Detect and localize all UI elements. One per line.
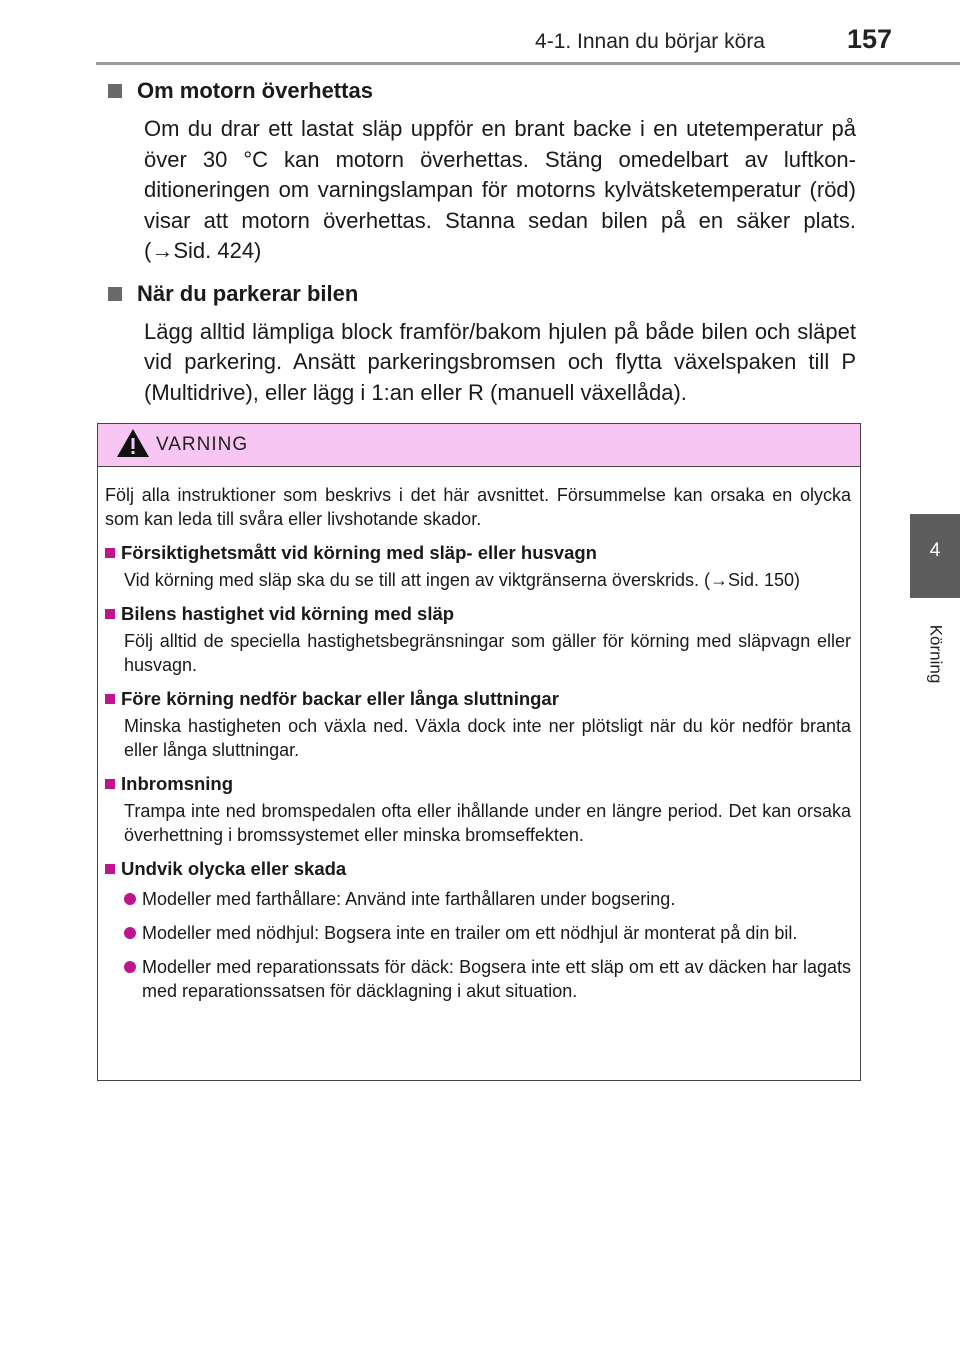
warning-section-heading-text: Bilens hastighet vid körning med släp	[121, 603, 455, 624]
item-body: Om du drar ett lastat släp uppför en brant backe i en utetemperatur på över 30 °C kan motorn överhettas. Stäng omedelbart av luftkonditioneringen om varningslampan för motorns kylvätsketemperatur (röd) visar att motorn överhettas. Stanna sedan bilen på en säker plats. (→Sid. 424)	[144, 116, 856, 263]
page-header	[0, 0, 960, 66]
item-heading	[108, 76, 856, 106]
warning-section-body: Vid körning med släp ska du se till att ingen av viktgränserna överskrids. (→Sid. 150)	[124, 570, 800, 590]
main-content	[108, 76, 856, 420]
warning-bullet-text: Modeller med farthållare: Använd inte farthållaren under bogsering.	[142, 889, 676, 909]
warning-section-heading	[105, 687, 851, 711]
item-parking	[108, 279, 856, 409]
item-engine-overheat	[108, 76, 856, 267]
warning-section-heading	[105, 857, 851, 881]
chapter-label-text: Körning	[926, 624, 946, 684]
warning-title: VARNING	[156, 434, 249, 455]
chapter-label	[910, 604, 960, 704]
warning-section-heading-text: Före körning nedför backar eller långa sluttningar	[121, 688, 559, 709]
warning-bullet	[124, 955, 851, 1003]
square-bullet-icon	[105, 609, 115, 619]
warning-bullet-text: Modeller med reparationssats för däck: Bogsera inte ett släp om ett av däcken har lagats med reparationssatsen för däcklagning i akut situation.	[142, 957, 851, 1001]
warning-section	[105, 602, 851, 677]
square-bullet-icon	[105, 779, 115, 789]
circle-bullet-icon	[124, 927, 136, 939]
warning-section	[105, 772, 851, 847]
warning-section-body: Minska hastigheten och växla ned. Växla dock inte ner plötsligt när du kör nedför branta eller långa sluttningar.	[124, 716, 851, 760]
warning-section-heading-text: Inbromsning	[121, 773, 234, 794]
chapter-number: 4	[929, 540, 941, 561]
circle-bullet-icon	[124, 893, 136, 905]
warning-section-heading-text: Undvik olycka eller skada	[121, 858, 347, 879]
warning-section-heading-text: Försiktighetsmått vid körning med släp- eller husvagn	[121, 542, 597, 563]
warning-section-body: Trampa inte ned bromspedalen ofta eller ihållande under en längre period. Det kan orsaka överhettning i bromssystemet eller minska bromseffekten.	[124, 801, 851, 845]
square-bullet-icon	[105, 694, 115, 704]
header-rule	[96, 62, 960, 65]
warning-section-heading	[105, 602, 851, 626]
warning-triangle-icon	[116, 428, 150, 458]
warning-bullet	[124, 887, 851, 911]
warning-header	[98, 424, 860, 467]
square-bullet-icon	[105, 864, 115, 874]
item-heading-text: Om motorn överhettas	[137, 78, 373, 103]
item-heading-text: När du parkerar bilen	[137, 280, 359, 306]
item-heading	[108, 279, 856, 309]
warning-section-heading	[105, 772, 851, 796]
page-number: 157	[846, 24, 892, 54]
warning-section	[105, 687, 851, 762]
warning-section	[105, 857, 851, 1003]
section-title: 4-1. Innan du börjar köra	[535, 30, 765, 53]
item-body: Lägg alltid lämpliga block framför/bakom hjulen på både bilen och släpet vid parkering. Ansätt parkeringsbromsen och flytta växelspaken till P (Multidrive), eller lägg i 1:an eller R (manuell växellåda).	[144, 318, 856, 405]
square-bullet-icon	[108, 84, 122, 98]
square-bullet-icon	[105, 548, 115, 558]
circle-bullet-icon	[124, 961, 136, 973]
warning-section	[105, 541, 851, 592]
warning-box	[97, 423, 861, 1081]
warning-section-body: Följ alltid de speciella hastighetsbegränsningar som gäller för körning med släpvagn eller husvagn.	[124, 631, 851, 675]
warning-bullet	[124, 921, 851, 945]
warning-content	[98, 467, 860, 1003]
square-bullet-icon	[108, 287, 122, 301]
chapter-tab[interactable]	[910, 514, 960, 598]
warning-intro: Följ alla instruktioner som beskrivs i det här avsnittet. Försummelse kan orsaka en olycka som kan leda till svåra eller livshotande skador.	[105, 485, 851, 529]
warning-section-heading	[105, 541, 851, 565]
warning-bullet-text: Modeller med nödhjul: Bogsera inte en trailer om ett nödhjul är monterat på din bil.	[142, 923, 798, 943]
